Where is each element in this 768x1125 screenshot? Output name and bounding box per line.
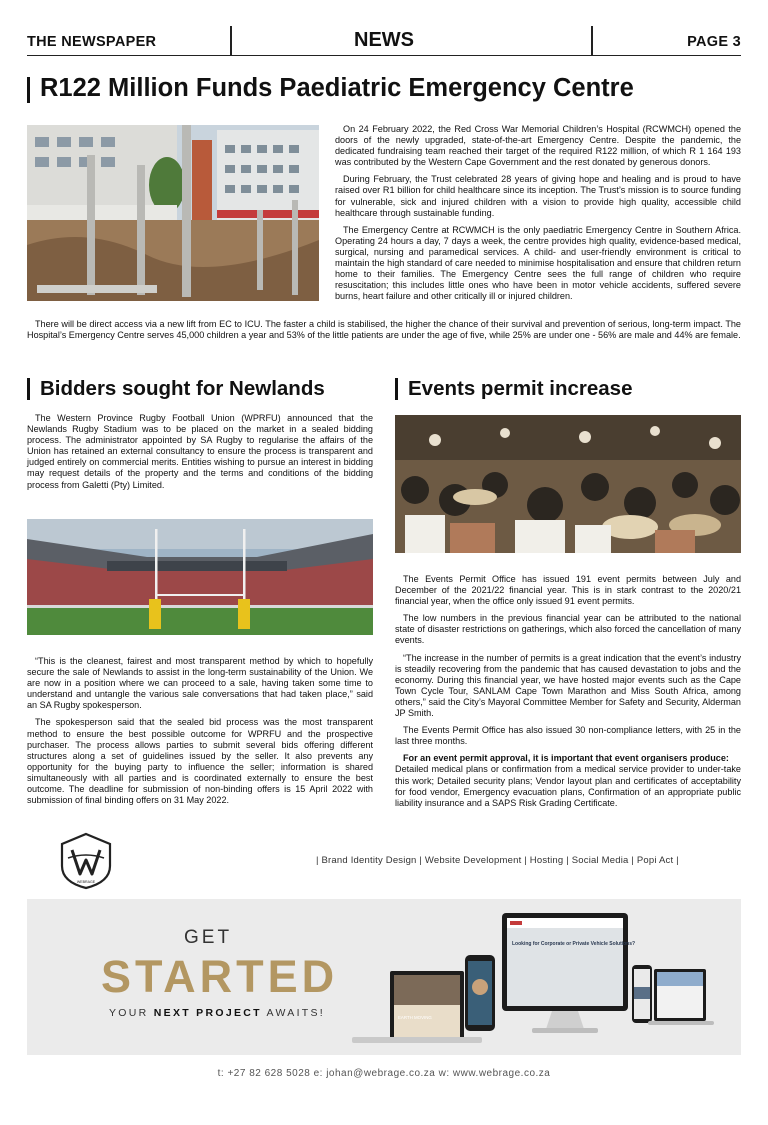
- article-paragraph: The Events Permit Office has issued 191 event permits between July and December of the 2021/22 financial year. This is in stark contrast to the 2020/21 financial year, when the office only issued 91 event permits.: [395, 574, 741, 607]
- article-paragraph: The Emergency Centre at RCWMCH is the only paediatric Emergency Centre in Southern Africa. Operating 24 hours a day, 7 days a week, the centre provides high quality, evidence-based medical, surgical, nursing and paramedical services. A child- and user-friendly environment is critical to maintain the high standard of care needed to minimise hospitalisation and ensure that children return home to their families. The Emergency Centre sees the full range of children who require resuscitation; this includes little ones who have been in motor vehicle accidents, suffered severe burns, heart failure and other critically ill or injured children.: [335, 224, 741, 302]
- lead-headline-text: R122 Million Funds Paediatric Emergency Centre: [40, 74, 634, 102]
- laptop-screen-text: Looking for Corporate or Private Vehicle Solutions?: [512, 941, 636, 947]
- article-paragraph: During February, the Trust celebrated 28 years of giving hope and healing and is proud to have raised over R1 billion for child healthcare since its inception. The Trust’s mission is to source funding for vulnerable, sick and injured children with a vision to provide high quality, accessible child healthcare through sustainable funding.: [335, 174, 741, 218]
- contact-details[interactable]: t: +27 82 628 5028 e: johan@webrage.co.za w: www.webrage.co.za: [217, 1068, 551, 1079]
- newlands-article-body: [27, 656, 373, 812]
- article-paragraph: The Events Permit Office has also issued 30 non-compliance letters, with 25 in the last three months.: [395, 725, 741, 747]
- tagline-bold: NEXT PROJECT: [153, 1007, 262, 1019]
- events-article-body: [395, 574, 741, 815]
- newlands-stadium-photo: [27, 519, 373, 635]
- banner-started: STARTED: [101, 951, 339, 1002]
- lead-article-body: [335, 124, 741, 302]
- tagline-pre: YOUR: [109, 1007, 149, 1019]
- get-started-banner[interactable]: [27, 899, 741, 1055]
- masthead-divider: [591, 26, 593, 56]
- newlands-headline: [27, 377, 325, 401]
- banner-get: GET: [184, 927, 233, 948]
- lead-article-full-width: [27, 319, 741, 347]
- section-name: NEWS: [354, 29, 414, 51]
- headline-bar: [27, 77, 30, 103]
- publication-name: THE NEWSPAPER: [27, 34, 157, 50]
- device-mockups: [332, 907, 732, 1052]
- webrage-logo[interactable]: [60, 832, 112, 890]
- page-number: PAGE 3: [687, 34, 741, 50]
- article-paragraph: On 24 February 2022, the Red Cross War Memorial Children’s Hospital (RCWMCH) opened the doors of the newly upgraded, state-of-the-art Emergency Centre. Despite the pandemic, the dedicated fundraising team reached their target of the required R122 million, of which R 1 164 193 was contributed by the Western Cape Government and the rest donated by generous donors.: [335, 124, 741, 168]
- logo-caption: WEBRAGE: [76, 880, 96, 884]
- tablet-screen-text: EARTH MOVING: [398, 1015, 432, 1020]
- article-paragraph: The spokesperson said that the sealed bid process was the most transparent method to ensure the best possible outcome for WPRFU and the prospective purchaser. The process allows parties to submit several bids offering different structures along a set of guidelines issued by the seller. It also prevents any opportunity for the buying party to influence the seller; information is shared simultaneously with all parties and is coordinated externally to ensure the best outcome. The deadline for submission of non-binding offers is 15 April 2022 with submission of final binding offers on 31 May 2022.: [27, 717, 373, 806]
- newlands-intro: [27, 413, 373, 497]
- article-paragraph: The Western Province Rugby Football Union (WPRFU) announced that the Newlands Rugby Stadium was to be placed on the market in a sealed bidding process. The administrator appointed by SA Rugby to regularise the affairs of the Union has retained an external consultancy to ensure the process is transparent and judged entirely on commercial merits. Entities wishing to pursue an interest in bidding may request details of the property and the terms and conditions of the bidding process from Galetti (Pty) Limited.: [27, 413, 373, 490]
- article-paragraph: The low numbers in the previous financial year can be attributed to the national state of disaster restrictions on gatherings, which also forced the cancellation of many events.: [395, 613, 741, 646]
- headline-bar: [27, 378, 30, 400]
- lead-headline: [27, 74, 634, 103]
- article-paragraph: “The increase in the number of permits is a great indication that the event’s industry is steadily recovering from the pandemic that has caused devastation to jobs and the economy. During this financial year, we have hosted major events such as the Cape Town Cycle Tour, SANLAM Cape Town Marathon and Miss South Africa, among others,” said the City’s Mayoral Committee Member for Safety and Security, Alderman JP Smith.: [395, 652, 741, 719]
- article-paragraph: “This is the cleanest, fairest and most transparent method by which to hopefully secure the sale of Newlands to assist in the long-term sustainability of the Union. We are now in a position where we can proceed to a sale, having taken some time to understand and untangle the various sale conversations that had taken place,” said an SA Rugby spokesperson.: [27, 656, 373, 711]
- article-paragraph: There will be direct access via a new lift from EC to ICU. The faster a child is stabilised, the higher the chance of their survival and prevention of serious, long-term impact. The Hospital’s Emergency Centre serves 45,000 children a year and 53% of the little patients are under the age of five, while 25% are under one - 56% are male and 44% are female.: [27, 319, 741, 341]
- events-headline: [395, 377, 632, 401]
- article-paragraph: [395, 753, 741, 808]
- banner-tagline: [109, 1007, 325, 1019]
- tagline-post: AWAITS!: [266, 1007, 326, 1019]
- requirements-lead: For an event permit approval, it is important that event organisers produce:: [403, 753, 729, 764]
- headline-bar: [395, 378, 398, 400]
- requirements-list: Detailed medical plans or confirmation from a medical service provider to under-take this work; Detailed security plans; Vendor layout plan and certificates of acceptability for food vendor, Emergency evacuation plans, Confirmation of an appropriate public liability insurance and a SAPS Risk Grading Certificate.: [395, 764, 741, 808]
- events-crowd-photo: [395, 415, 741, 553]
- newlands-headline-text: Bidders sought for Newlands: [40, 377, 325, 400]
- masthead: [27, 26, 741, 56]
- hospital-construction-photo: [27, 125, 319, 301]
- services-list: | Brand Identity Design | Website Development | Hosting | Social Media | Popi Act |: [316, 855, 679, 866]
- events-headline-text: Events permit increase: [408, 377, 633, 400]
